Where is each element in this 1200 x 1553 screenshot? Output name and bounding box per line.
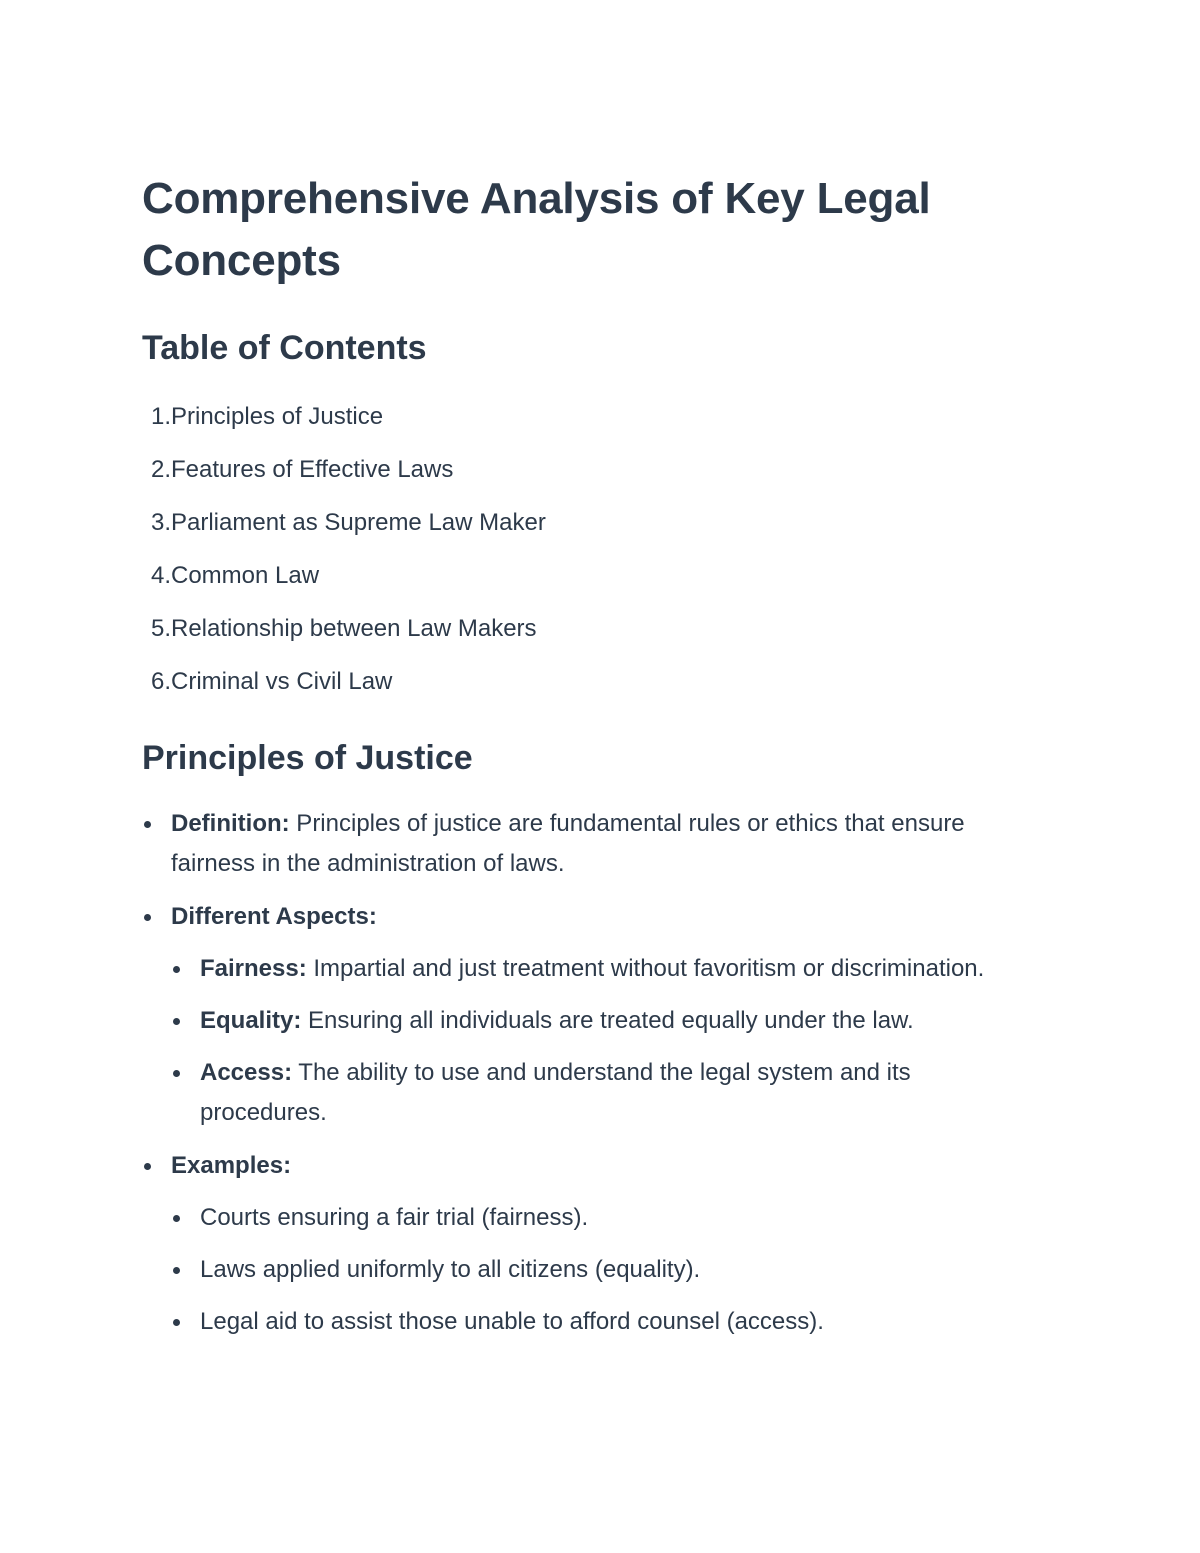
toc-item-label: Principles of Justice bbox=[171, 403, 384, 430]
toc-list bbox=[142, 390, 1042, 708]
aspects-term: Different Aspects: bbox=[171, 903, 377, 930]
definition-text: Principles of justice are fundamental rules or ethics that ensure fairness in the administration of laws. bbox=[171, 810, 965, 877]
bullet-dot-icon bbox=[173, 1267, 180, 1274]
example-text: Legal aid to assist those unable to afford counsel (access). bbox=[200, 1308, 824, 1335]
document-page bbox=[142, 168, 1042, 1355]
toc-item-number: 2. bbox=[150, 456, 171, 483]
aspect-text: Impartial and just treatment without favoritism or discrimination. bbox=[306, 955, 985, 982]
toc-item-number: 3. bbox=[150, 509, 171, 536]
toc-item bbox=[142, 602, 1042, 655]
toc-item bbox=[142, 549, 1042, 602]
examples-item bbox=[142, 1146, 1042, 1342]
aspect-term: Access: bbox=[200, 1059, 293, 1086]
bullet-dot-icon bbox=[173, 1070, 180, 1077]
principles-list bbox=[142, 804, 1042, 1342]
toc-heading: Table of Contents bbox=[142, 329, 427, 367]
toc-item bbox=[142, 496, 1042, 549]
toc-item-number: 1. bbox=[150, 403, 171, 430]
bullet-dot-icon bbox=[173, 1215, 180, 1222]
aspect-item-fairness bbox=[171, 949, 1042, 989]
example-item bbox=[171, 1198, 1042, 1238]
aspect-item-equality bbox=[171, 1001, 1042, 1041]
toc-item-number: 4. bbox=[150, 562, 171, 589]
aspect-text: Ensuring all individuals are treated equally under the law. bbox=[301, 1007, 914, 1034]
aspect-item-access bbox=[171, 1053, 1042, 1133]
bullet-dot-icon bbox=[173, 966, 180, 973]
example-item bbox=[171, 1250, 1042, 1290]
toc-item bbox=[142, 390, 1042, 443]
toc-item-label: Features of Effective Laws bbox=[171, 456, 454, 483]
bullet-dot-icon bbox=[144, 1163, 151, 1170]
definition-item bbox=[142, 804, 1042, 884]
aspects-item bbox=[142, 897, 1042, 1133]
aspect-term: Equality: bbox=[200, 1007, 302, 1034]
toc-item-number: 6. bbox=[150, 668, 171, 695]
bullet-dot-icon bbox=[173, 1319, 180, 1326]
aspect-text: The ability to use and understand the legal system and its procedures. bbox=[200, 1059, 911, 1126]
bullet-dot-icon bbox=[144, 821, 151, 828]
bullet-dot-icon bbox=[173, 1018, 180, 1025]
examples-sublist bbox=[171, 1198, 1042, 1342]
toc-item-label: Criminal vs Civil Law bbox=[171, 668, 393, 695]
example-text: Laws applied uniformly to all citizens (equality). bbox=[200, 1256, 701, 1283]
toc-item bbox=[142, 443, 1042, 496]
document-title: Comprehensive Analysis of Key Legal Concepts bbox=[142, 174, 931, 285]
toc-item bbox=[142, 655, 1042, 708]
toc-item-label: Common Law bbox=[171, 562, 320, 589]
principles-heading: Principles of Justice bbox=[142, 739, 473, 777]
toc-item-number: 5. bbox=[150, 615, 171, 642]
toc-item-label: Relationship between Law Makers bbox=[171, 615, 537, 642]
examples-term: Examples: bbox=[171, 1152, 292, 1179]
example-text: Courts ensuring a fair trial (fairness). bbox=[200, 1204, 589, 1231]
toc-item-label: Parliament as Supreme Law Maker bbox=[171, 509, 546, 536]
aspects-sublist bbox=[171, 949, 1042, 1133]
example-item bbox=[171, 1302, 1042, 1342]
aspect-term: Fairness: bbox=[200, 955, 307, 982]
definition-term: Definition: bbox=[171, 810, 290, 837]
bullet-dot-icon bbox=[144, 914, 151, 921]
